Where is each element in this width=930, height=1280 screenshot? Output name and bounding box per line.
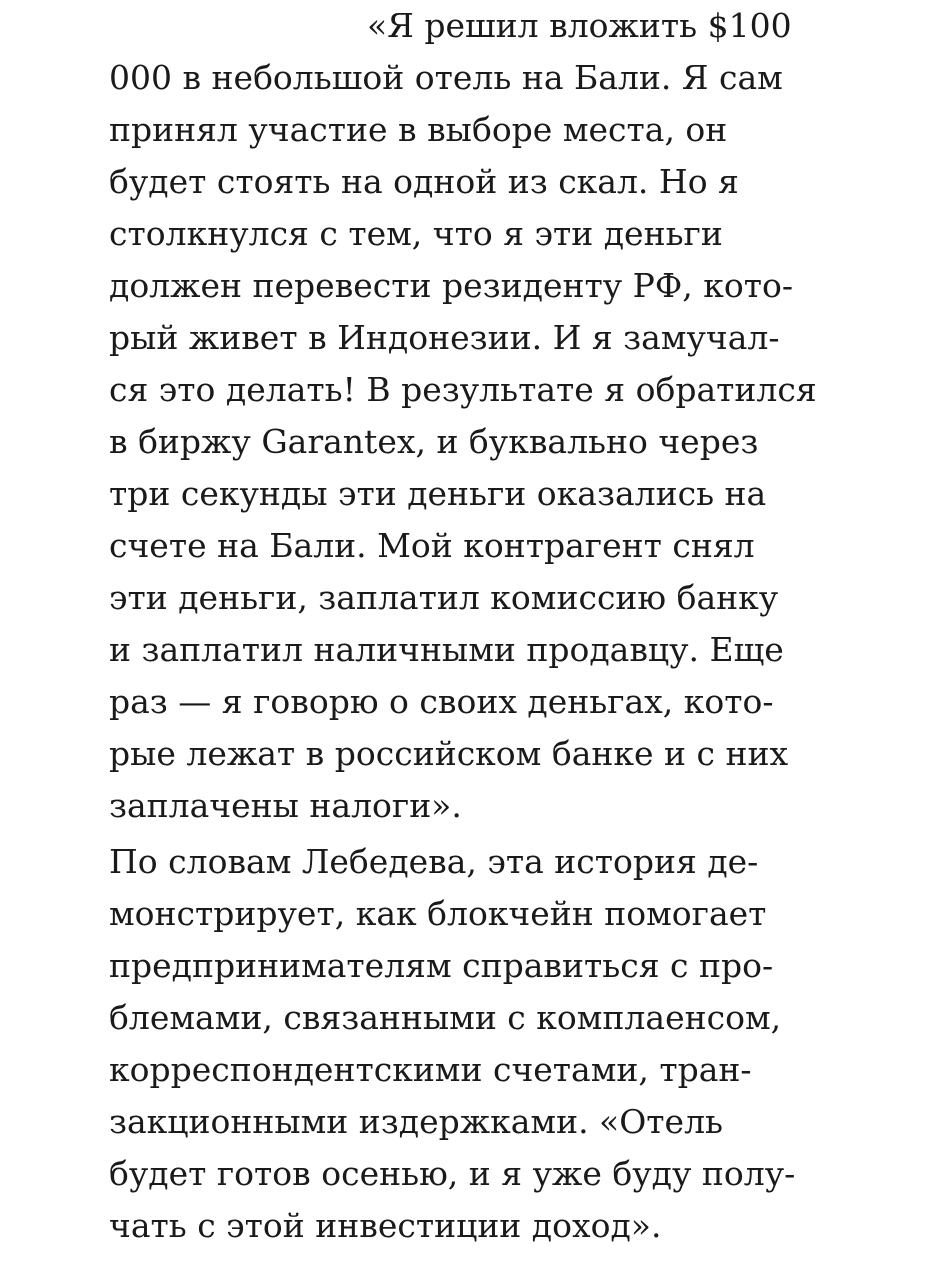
text-line: будет стоять на одной из скал. Но я xyxy=(109,162,739,201)
text-line: заплачены налоги». xyxy=(109,786,462,825)
quote-paragraph xyxy=(109,0,817,832)
body-paragraph xyxy=(109,836,795,1252)
text-line: эти деньги, заплатил комиссию банку xyxy=(109,578,779,617)
text-line: столкнулся с тем, что я эти деньги xyxy=(109,214,723,253)
text-line: счете на Бали. Мой контрагент снял xyxy=(109,526,755,565)
text-line: закционными издержками. «Отель xyxy=(109,1102,724,1141)
text-line: монстрирует, как блокчейн помогает xyxy=(109,894,767,933)
text-line: чать с этой инвестиции доход». xyxy=(109,1206,662,1245)
text-line: принял участие в выборе места, он xyxy=(109,110,728,149)
text-line: блемами, связанными с комплаенсом, xyxy=(109,998,782,1037)
text-line: «Я решил вложить $100 xyxy=(367,6,792,45)
text-line: должен перевести резиденту РФ, кото- xyxy=(109,266,794,305)
text-line: рые лежат в российском банке и с них xyxy=(109,734,789,773)
text-line: и заплатил наличными продавцу. Еще xyxy=(109,630,784,669)
text-line: корреспондентскими счетами, тран- xyxy=(109,1050,752,1089)
text-line: в биржу Garantex, и буквально через xyxy=(109,422,759,461)
text-line: ся это делать! В результате я обратился xyxy=(109,370,817,409)
text-line: рый живет в Индонезии. И я замучал- xyxy=(109,318,780,357)
text-line: три секунды эти деньги оказались на xyxy=(109,474,767,513)
text-line: будет готов осенью, и я уже буду полу- xyxy=(109,1154,796,1193)
text-line: раз — я говорю о своих деньгах, кото- xyxy=(109,682,774,721)
text-line: По словам Лебедева, эта история де- xyxy=(109,842,759,881)
text-line: предпринимателям справиться с про- xyxy=(109,946,774,985)
text-line: 000 в небольшой отель на Бали. Я сам xyxy=(109,58,783,97)
